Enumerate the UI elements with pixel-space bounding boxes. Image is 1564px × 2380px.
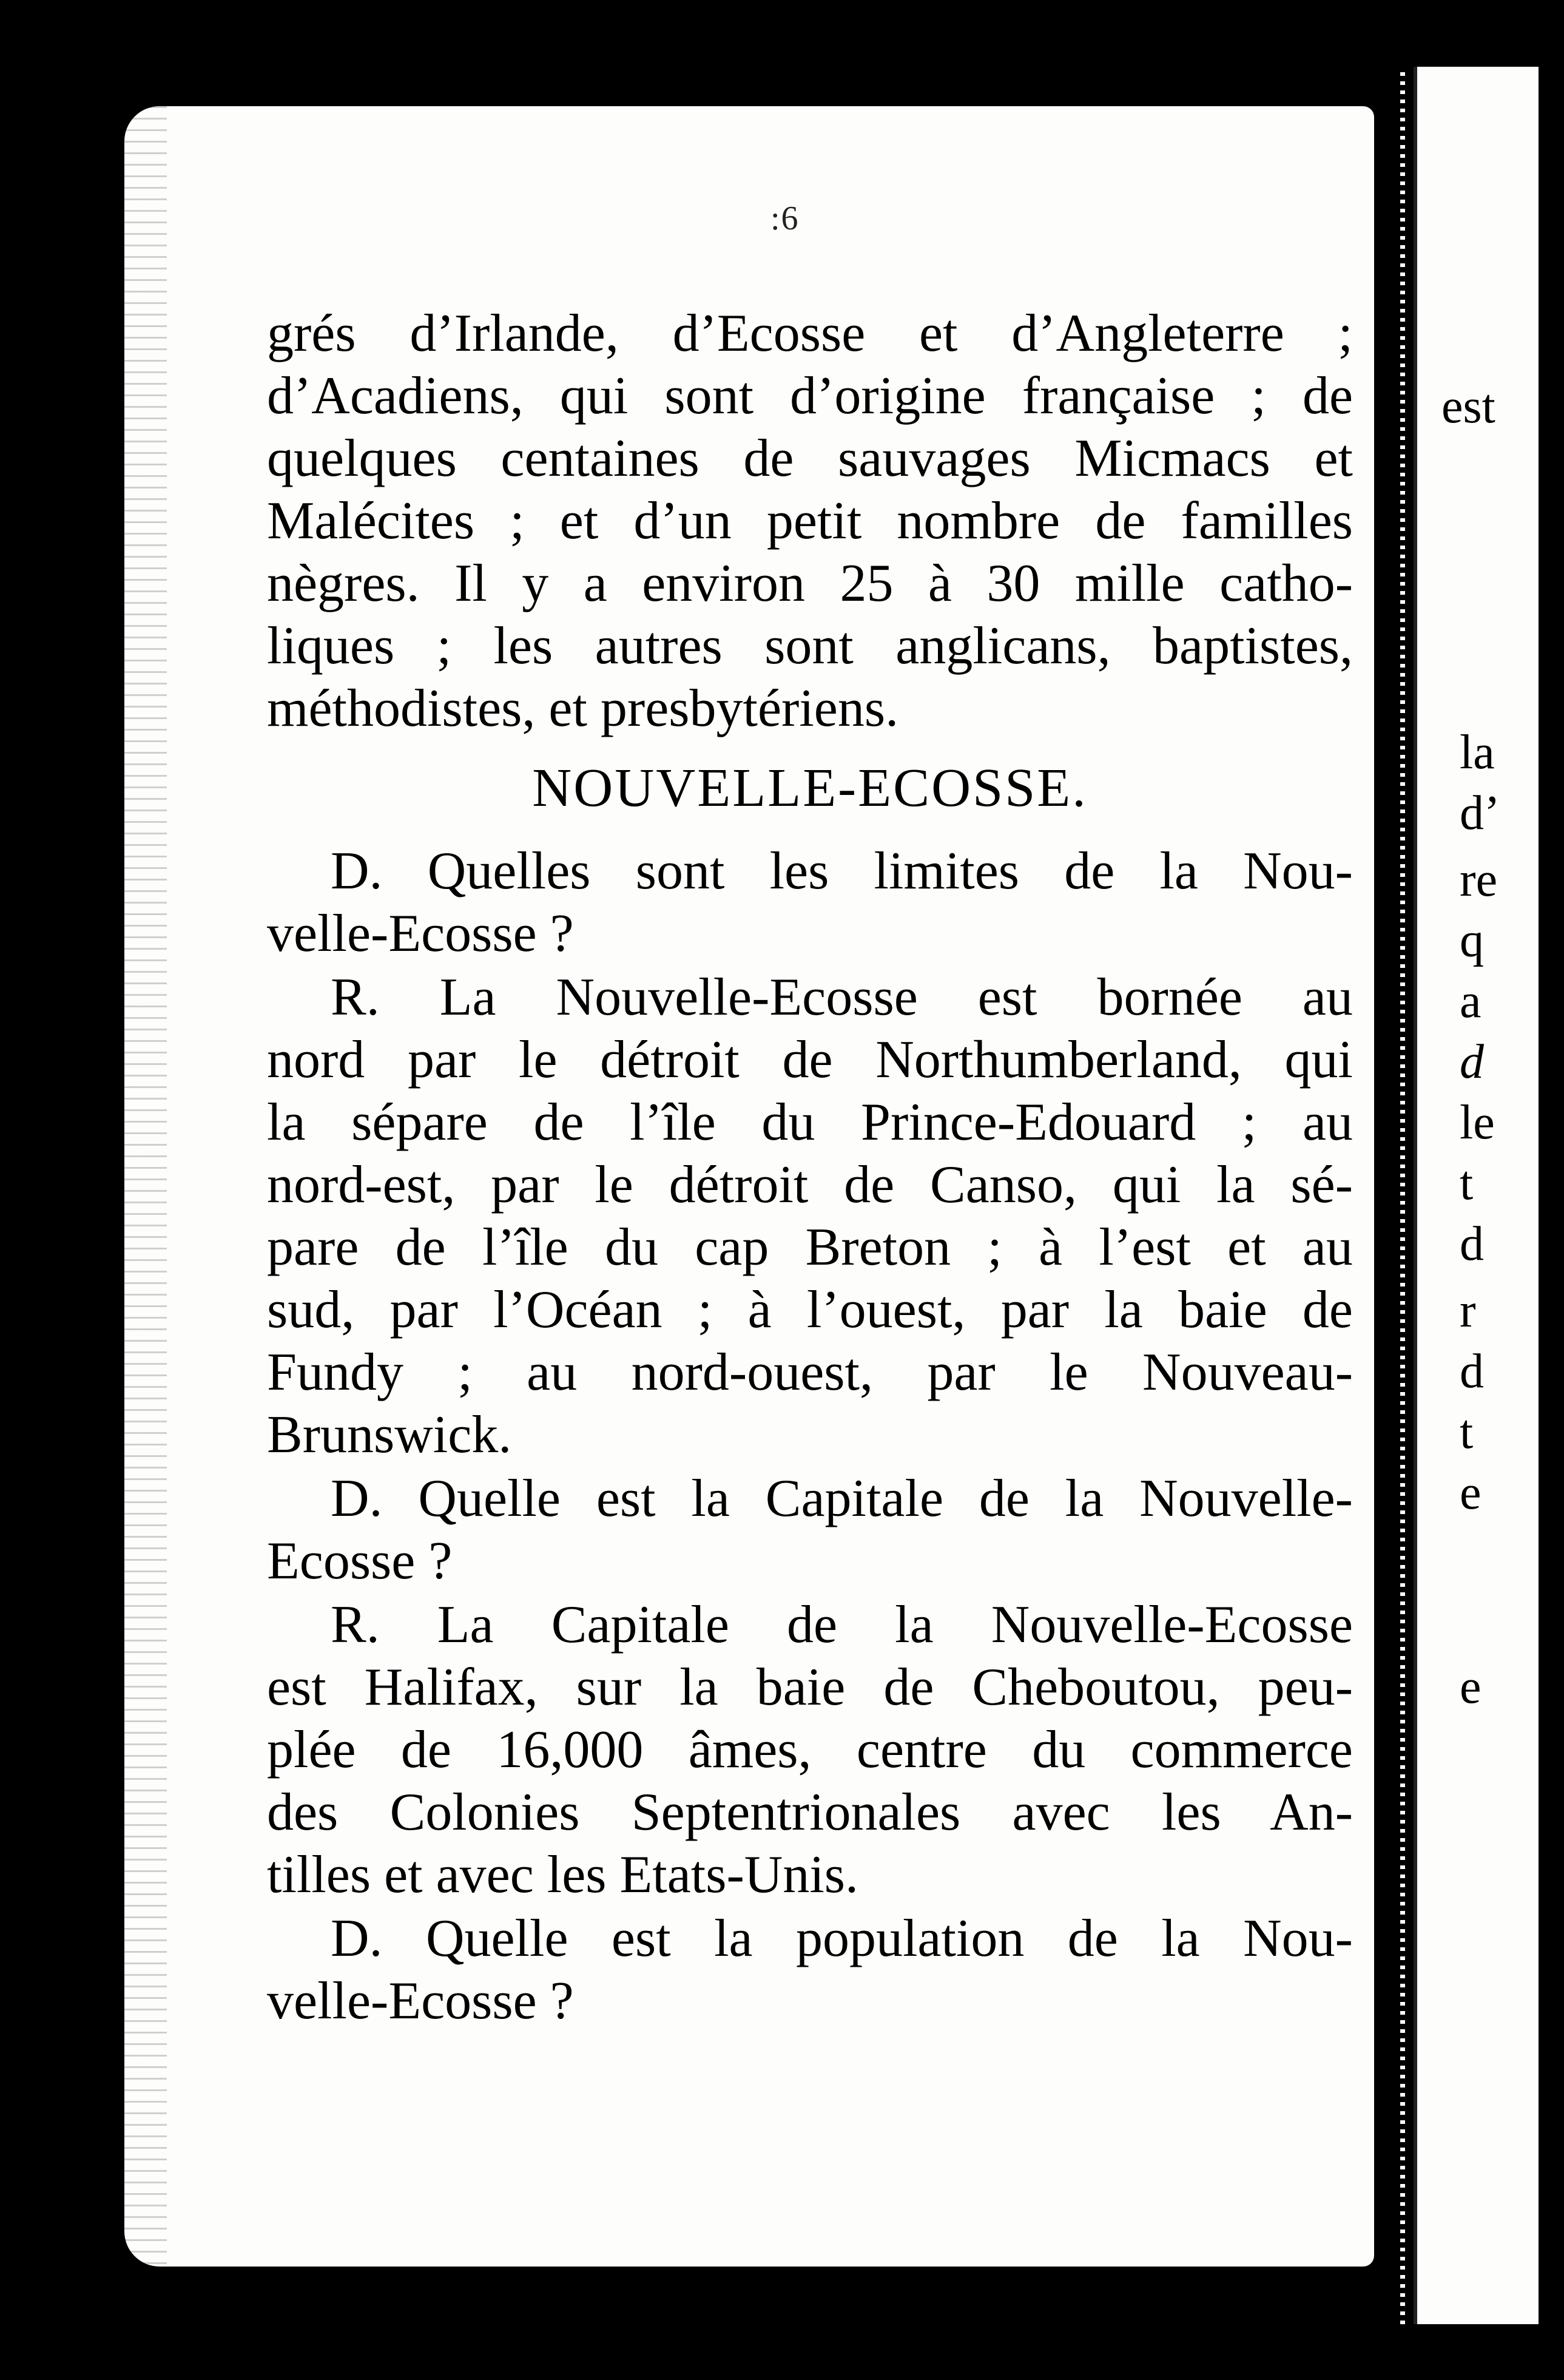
facing-page-text: r bbox=[1460, 1284, 1476, 1337]
text-line: est Halifax, sur la baie de Cheboutou, peu- bbox=[267, 1658, 1353, 1717]
facing-page-text: est bbox=[1441, 380, 1495, 433]
text-line: sud, par l’Océan ; à l’ouest, par la baie de bbox=[267, 1280, 1353, 1339]
facing-page-text: t bbox=[1460, 1405, 1474, 1459]
page-edge-texture bbox=[124, 106, 167, 2267]
text-line: quelques centaines de sauvages Micmacs et bbox=[267, 429, 1353, 488]
text-line: Fundy ; au nord-ouest, par le Nouveau- bbox=[267, 1343, 1353, 1402]
text-line: plée de 16,000 âmes, centre du commerce bbox=[267, 1720, 1353, 1779]
facing-page-fragment bbox=[1414, 67, 1539, 2324]
facing-page-text: e bbox=[1460, 1466, 1481, 1520]
text-line: la sépare de l’île du Prince-Edouard ; au bbox=[267, 1093, 1353, 1152]
page-text bbox=[267, 302, 1353, 2032]
facing-page-text: d’ bbox=[1460, 786, 1500, 840]
text-line: Malécites ; et d’un petit nombre de familles bbox=[267, 492, 1353, 550]
text-line: pare de l’île du cap Breton ; à l’est et au bbox=[267, 1218, 1353, 1277]
question-population bbox=[267, 1907, 1353, 2032]
facing-page-text: d bbox=[1460, 1217, 1484, 1271]
text-line: liques ; les autres sont anglicans, baptistes, bbox=[267, 617, 1353, 675]
answer-limites bbox=[267, 966, 1353, 1466]
answer-capitale bbox=[267, 1594, 1353, 1906]
section-heading: NOUVELLE-ECOSSE. bbox=[532, 758, 1088, 818]
text-line: méthodistes, et presbytériens. bbox=[267, 679, 899, 738]
text-line: nord par le détroit de Northumberland, qui bbox=[267, 1030, 1353, 1089]
facing-page-text: re bbox=[1460, 853, 1498, 907]
facing-page-text: la bbox=[1460, 726, 1495, 779]
text-line: D. Quelle est la population de la Nou- bbox=[331, 1909, 1353, 1968]
facing-page-text: q bbox=[1460, 914, 1484, 967]
text-line: Brunswick. bbox=[267, 1405, 512, 1464]
question-limites bbox=[267, 840, 1353, 965]
question-capitale bbox=[267, 1467, 1353, 1592]
text-line: R. La Nouvelle-Ecosse est bornée au bbox=[331, 968, 1353, 1027]
text-line: velle-Ecosse ? bbox=[267, 904, 574, 963]
text-line: grés d’Irlande, d’Ecosse et d’Angleterre ; bbox=[267, 304, 1353, 363]
text-line: d’Acadiens, qui sont d’origine française ; de bbox=[267, 367, 1353, 425]
text-line: D. Quelles sont les limites de la Nou- bbox=[331, 842, 1353, 901]
page-number: :6 bbox=[770, 200, 800, 237]
text-line: nord-est, par le détroit de Canso, qui la sé- bbox=[267, 1155, 1353, 1214]
text-line: nègres. Il y a environ 25 à 30 mille catho- bbox=[267, 554, 1353, 613]
text-line: Ecosse ? bbox=[267, 1532, 453, 1591]
text-line: velle-Ecosse ? bbox=[267, 1972, 574, 2030]
facing-page-text: d bbox=[1460, 1345, 1484, 1398]
facing-page-text: e bbox=[1460, 1660, 1481, 1714]
text-line: D. Quelle est la Capitale de la Nouvelle- bbox=[331, 1469, 1353, 1528]
text-line: R. La Capitale de la Nouvelle-Ecosse bbox=[331, 1595, 1353, 1654]
facing-page-text: d bbox=[1460, 1035, 1484, 1089]
facing-page-text: le bbox=[1460, 1096, 1495, 1149]
facing-page-text: t bbox=[1460, 1157, 1474, 1210]
text-line: des Colonies Septentrionales avec les An- bbox=[267, 1783, 1353, 1842]
text-line: tilles et avec les Etats-Unis. bbox=[267, 1845, 859, 1904]
paragraph-population bbox=[267, 302, 1353, 740]
facing-page-text: a bbox=[1460, 975, 1481, 1028]
book-gutter bbox=[1400, 67, 1405, 2324]
